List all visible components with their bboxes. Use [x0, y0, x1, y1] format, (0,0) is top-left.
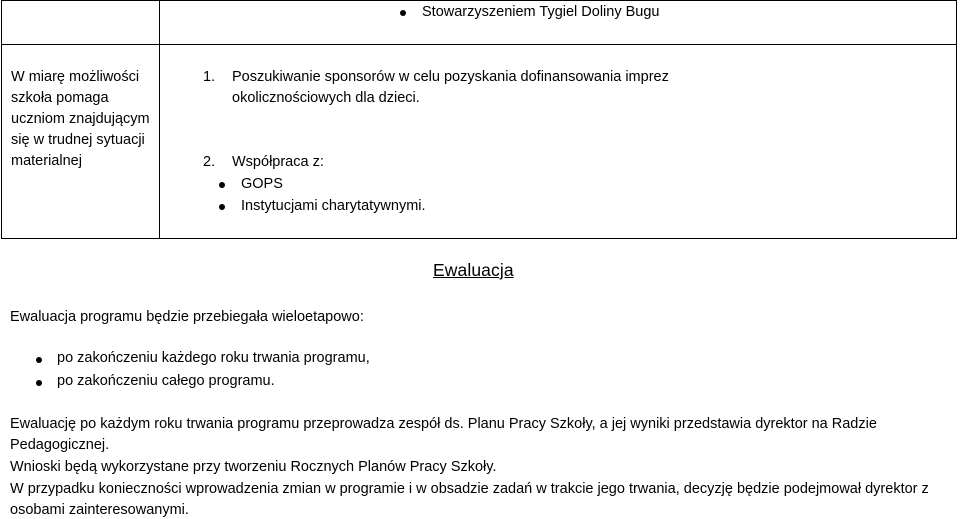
- list-number: 2.: [203, 154, 216, 170]
- evaluation-heading: Ewaluacja: [433, 260, 514, 280]
- evaluation-bullet: po zakończeniu każdego roku trwania programu,: [57, 350, 370, 366]
- table-cell-label: W miarę możliwości szkoła pomaga uczniom znajdującym się w trudnej sytuacji materialnej: [2, 45, 160, 239]
- list-number: 1.: [203, 69, 216, 85]
- table-cell-content: [160, 45, 957, 239]
- evaluation-paragraph: Ewaluację po każdym roku trwania programu przeprowadza zespół ds. Planu Pracy Szkoły, a jej wyniki przedstawia dyrektor na Radzie Pedagogicznej.: [10, 416, 877, 454]
- evaluation-paragraph: Wnioski będą wykorzystane przy tworzeniu Rocznych Planów Pracy Szkoły.: [10, 459, 497, 475]
- sub-bullet-item: GOPS: [241, 176, 283, 192]
- evaluation-intro: Ewaluacja programu będzie przebiegała wieloetapowo:: [10, 309, 364, 325]
- bullet-icon: [36, 357, 42, 363]
- evaluation-bullet: po zakończeniu całego programu.: [57, 373, 275, 389]
- bullet-icon: [219, 204, 225, 210]
- bullet-icon: [36, 380, 42, 386]
- table-row: [2, 1, 957, 45]
- list-item-line: Współpraca z:: [232, 154, 324, 170]
- list-item-line: Poszukiwanie sponsorów w celu pozyskania dofinansowania imprez: [232, 69, 669, 85]
- sub-bullet-item: Instytucjami charytatywnymi.: [241, 198, 426, 214]
- bullet-item-text: Stowarzyszeniem Tygiel Doliny Bugu: [422, 4, 660, 20]
- bullet-icon: [400, 10, 406, 16]
- table-cell-bullet: [160, 1, 957, 45]
- list-item-line: okolicznościowych dla dzieci.: [232, 90, 420, 106]
- evaluation-paragraph: W przypadku konieczności wprowadzenia zmian w programie i w obsadzie zadań w trakcie jego trwania, decyzję będzie podejmował dyrektor z osobami zainteresowanymi.: [10, 481, 929, 519]
- table-cell-empty: [2, 1, 160, 45]
- table-row: [2, 45, 957, 239]
- activities-table: [1, 0, 957, 239]
- bullet-icon: [219, 182, 225, 188]
